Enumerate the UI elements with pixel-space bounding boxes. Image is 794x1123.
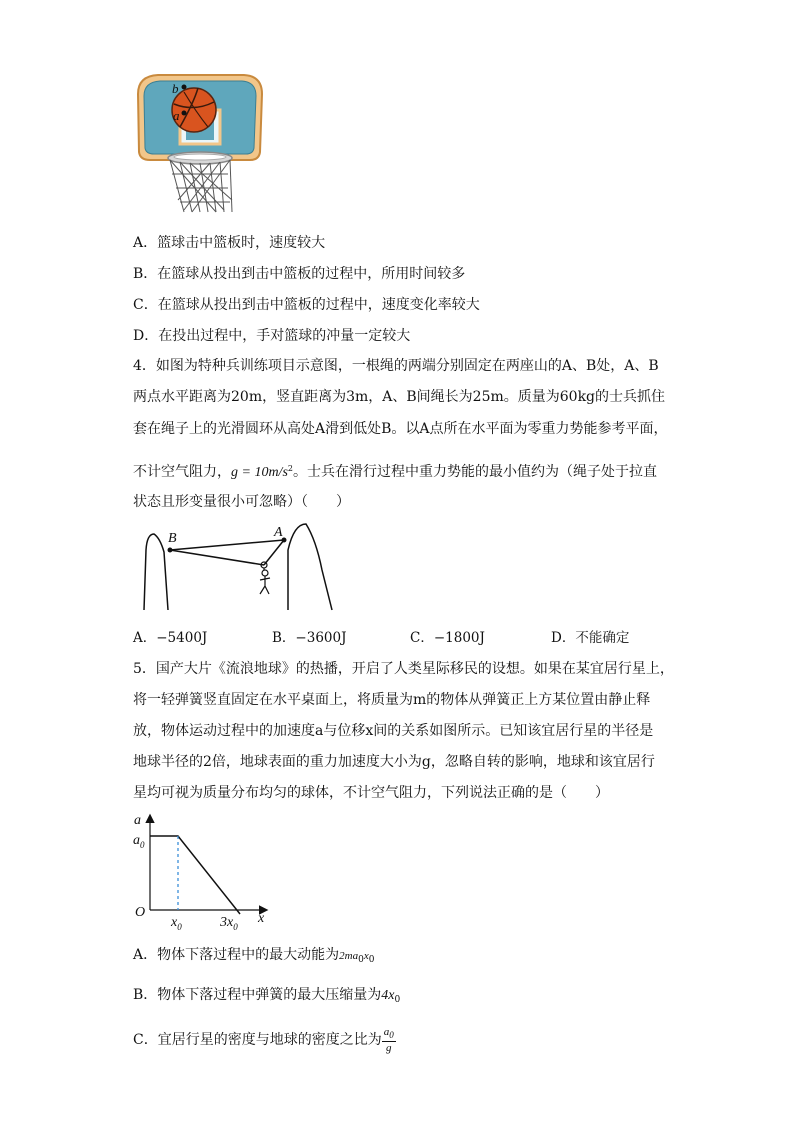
- q3-option-d: D．在投出过程中，手对篮球的冲量一定较大: [133, 328, 411, 344]
- svg-text:a0: [133, 833, 145, 850]
- q5-text-line-4: 地球半径的2倍，地球表面的重力加速度大小为g，忽略自转的影响，地球和该宜居行: [133, 754, 655, 770]
- axis-x-label: x: [258, 911, 265, 926]
- q3-option-b: B．在篮球从投出到击中篮板的过程中，所用时间较多: [133, 266, 466, 282]
- q5-option-a: [133, 945, 374, 970]
- q4-option-a: A．−5400J: [133, 630, 208, 646]
- q5-text-line-2: 将一轻弹簧竖直固定在水平桌面上，将质量为m的物体从弹簧正上方某位置由静止释: [133, 692, 651, 708]
- q5-option-c-text: C．宜居行星的密度与地球的密度之比为: [133, 1032, 382, 1048]
- x0-tick-subscript: 0: [177, 922, 182, 930]
- q4-text-line-2: 两点水平距离为20m，竖直距离为3m，A、B间绳长为25m。质量为60kg的士兵抓住: [133, 389, 666, 405]
- gravity-formula: g = 10m/s: [231, 465, 288, 480]
- acceleration-displacement-graph: [128, 808, 273, 930]
- rope-mountain-figure: [138, 520, 338, 615]
- q4-text-line-3: 套在绳子上的光滑圆环从高处A滑到低处B。以A点所在水平面为零重力势能参考平面，: [133, 421, 668, 437]
- q5-option-c: [133, 1026, 396, 1054]
- q4-line4-tail: 。士兵在滑行过程中重力势能的最小值约为（绳子处于拉直: [293, 464, 657, 480]
- fraction-denominator: g: [385, 1042, 392, 1054]
- formula-x0-sub: 0: [368, 955, 375, 965]
- 3x0-tick-label: 3x: [220, 915, 234, 930]
- compression-x0-sub: 0: [394, 995, 401, 1005]
- formula-x: x: [363, 950, 369, 962]
- x0-tick-label: x: [171, 915, 178, 930]
- svg-text:3x0: [219, 915, 238, 930]
- max-kinetic-energy-formula: 2ma: [339, 950, 359, 962]
- a0-label: a: [133, 833, 140, 848]
- q4-text-line-1: 4．如图为特种兵训练项目示意图，一根绳的两端分别固定在两座山的A、B处，A、B: [133, 358, 659, 374]
- basketball-backboard-figure: [132, 72, 267, 217]
- q5-text-line-1: 5．国产大片《流浪地球》的热播，开启了人类星际移民的设想。如果在某宜居行星上，: [133, 661, 674, 677]
- q4-text-line-4: [133, 459, 657, 483]
- q4-text-line-5: 状态且形变量很小可忽略）（ ）: [133, 494, 350, 510]
- q4-option-c: C．−1800J: [410, 630, 485, 646]
- 3x0-tick-subscript: 0: [233, 922, 238, 930]
- q5-option-a-text: A．物体下落过程中的最大动能为: [133, 947, 340, 963]
- point-a-label: a: [173, 108, 180, 123]
- q3-option-a: A．篮球击中篮板时，速度较大: [133, 235, 326, 251]
- origin-label: O: [135, 905, 146, 920]
- q5-option-b: [133, 985, 400, 1010]
- q5-text-line-5: 星均可视为质量分布均匀的球体，不计空气阻力，下列说法正确的是（ ）: [133, 785, 609, 801]
- q4-option-d: D．不能确定: [551, 630, 630, 646]
- point-B-label: B: [168, 531, 177, 546]
- fraction-numerator: a: [383, 1026, 390, 1038]
- fraction-numerator-sub: 0: [389, 1030, 394, 1040]
- q4-option-b: B．−3600J: [272, 630, 347, 646]
- q4-line4-lead: 不计空气阻力，: [133, 464, 231, 480]
- density-ratio-fraction: [382, 1026, 396, 1054]
- a0-subscript: 0: [140, 840, 145, 850]
- q5-text-line-3: 放，物体运动过程中的加速度a与位移x间的关系如图所示。已知该宜居行星的半径是: [133, 723, 654, 739]
- svg-text:x0: [170, 915, 182, 930]
- formula-a0-sub: 0: [358, 955, 364, 965]
- point-A-label: A: [274, 525, 283, 540]
- q3-option-c: C．在篮球从投出到击中篮板的过程中，速度变化率较大: [133, 297, 480, 313]
- max-compression-formula: 4x: [381, 988, 395, 1003]
- point-b-label: b: [172, 81, 179, 96]
- q5-option-b-text: B．物体下落过程中弹簧的最大压缩量为: [133, 987, 382, 1003]
- gravity-formula-exponent: 2: [287, 464, 293, 473]
- axis-a-label: a: [134, 813, 141, 828]
